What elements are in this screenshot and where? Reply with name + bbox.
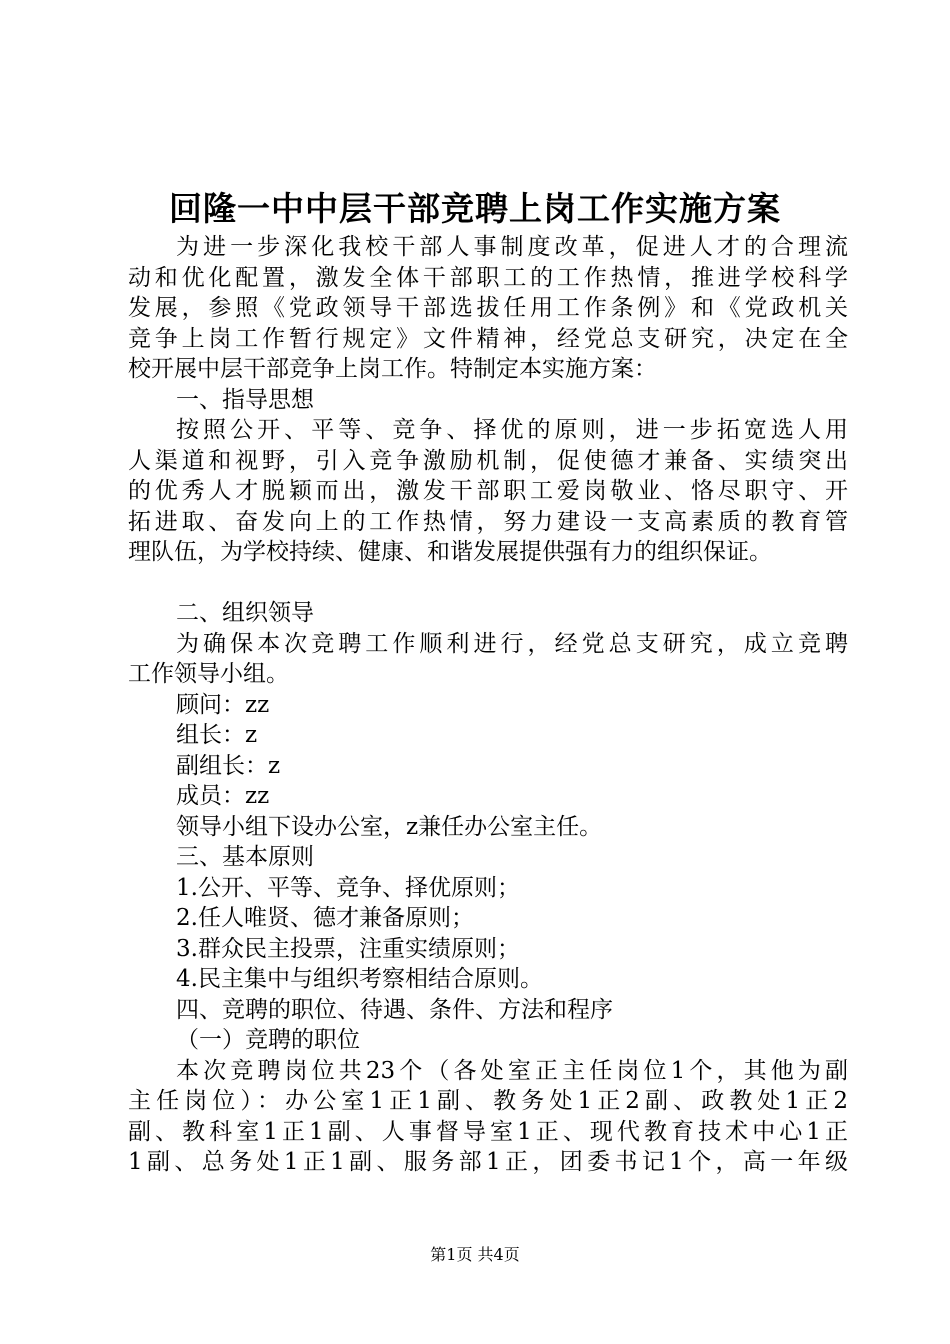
paragraph-line: 按照公开、平等、竞争、择优的原则，进一步拓宽选人用 [176, 417, 848, 443]
paragraph-line: 动和优化配置，激发全体干部职工的工作热情，推进学校科学 [128, 264, 848, 291]
paragraph-line: 领导小组下设办公室，z兼任办公室主任。 [176, 813, 603, 840]
blank-line [128, 568, 848, 599]
list-item: 副组长：z [176, 752, 281, 779]
paragraph-line: 理队伍，为学校持续、健康、和谐发展提供强有力的组织保证。 [128, 539, 772, 565]
list-item: 1.公开、平等、竞争、择优原则； [176, 874, 520, 901]
page-footer: 第1页 共4页 [430, 1245, 520, 1264]
paragraph-line: 发展，参照《党政领导干部选拔任用工作条例》和《党政机关 [128, 295, 848, 321]
paragraph-line: 人渠道和视野，引入竞争激励机制，促使德才兼备、实绩突出 [128, 447, 848, 474]
paragraph-line: 为确保本次竞聘工作顺利进行，经党总支研究，成立竞聘 [176, 630, 848, 657]
paragraph-line: 1副、总务处1正1副、服务部1正，团委书记1个，高一年级 [128, 1149, 848, 1175]
document-title: 回隆一中中层干部竞聘上岗工作实施方案 [169, 189, 781, 228]
paragraph-line: 校开展中层干部竞争上岗工作。特制定本实施方案： [128, 356, 657, 382]
paragraph-line: 本次竞聘岗位共23个（各处室正主任岗位1个，其他为副 [176, 1057, 848, 1084]
paragraph-line: 的优秀人才脱颖而出，激发干部职工爱岗敬业、恪尽职守、开 [128, 478, 848, 504]
list-item: 成员：zz [176, 783, 270, 809]
document-body [128, 232, 848, 1178]
list-item: 2.任人唯贤、德才兼备原则； [176, 905, 474, 931]
subsection-heading: （一）竞聘的职位 [176, 1027, 360, 1053]
paragraph-line: 工作领导小组。 [128, 661, 289, 687]
list-item: 4.民主集中与组织考察相结合原则。 [176, 966, 543, 992]
section-heading: 二、组织领导 [176, 600, 314, 626]
list-item: 组长：z [176, 722, 258, 748]
list-item: 顾问：zz [176, 691, 270, 718]
paragraph-line: 拓进取、奋发向上的工作热情，努力建设一支高素质的教育管 [128, 508, 848, 535]
paragraph-line: 主任岗位）：办公室1正1副、教务处1正2副、政教处1正2 [128, 1088, 848, 1114]
section-heading: 一、指导思想 [176, 386, 314, 413]
paragraph-line: 为进一步深化我校干部人事制度改革，促进人才的合理流 [176, 234, 848, 260]
section-heading: 四、竞聘的职位、待遇、条件、方法和程序 [176, 996, 613, 1023]
section-heading: 三、基本原则 [176, 844, 314, 870]
paragraph-line: 副、教科室1正1副、人事督导室1正、现代教育技术中心1正 [128, 1118, 848, 1145]
paragraph-line: 竞争上岗工作暂行规定》文件精神，经党总支研究，决定在全 [128, 325, 848, 352]
list-item: 3.群众民主投票，注重实绩原则； [176, 935, 520, 962]
